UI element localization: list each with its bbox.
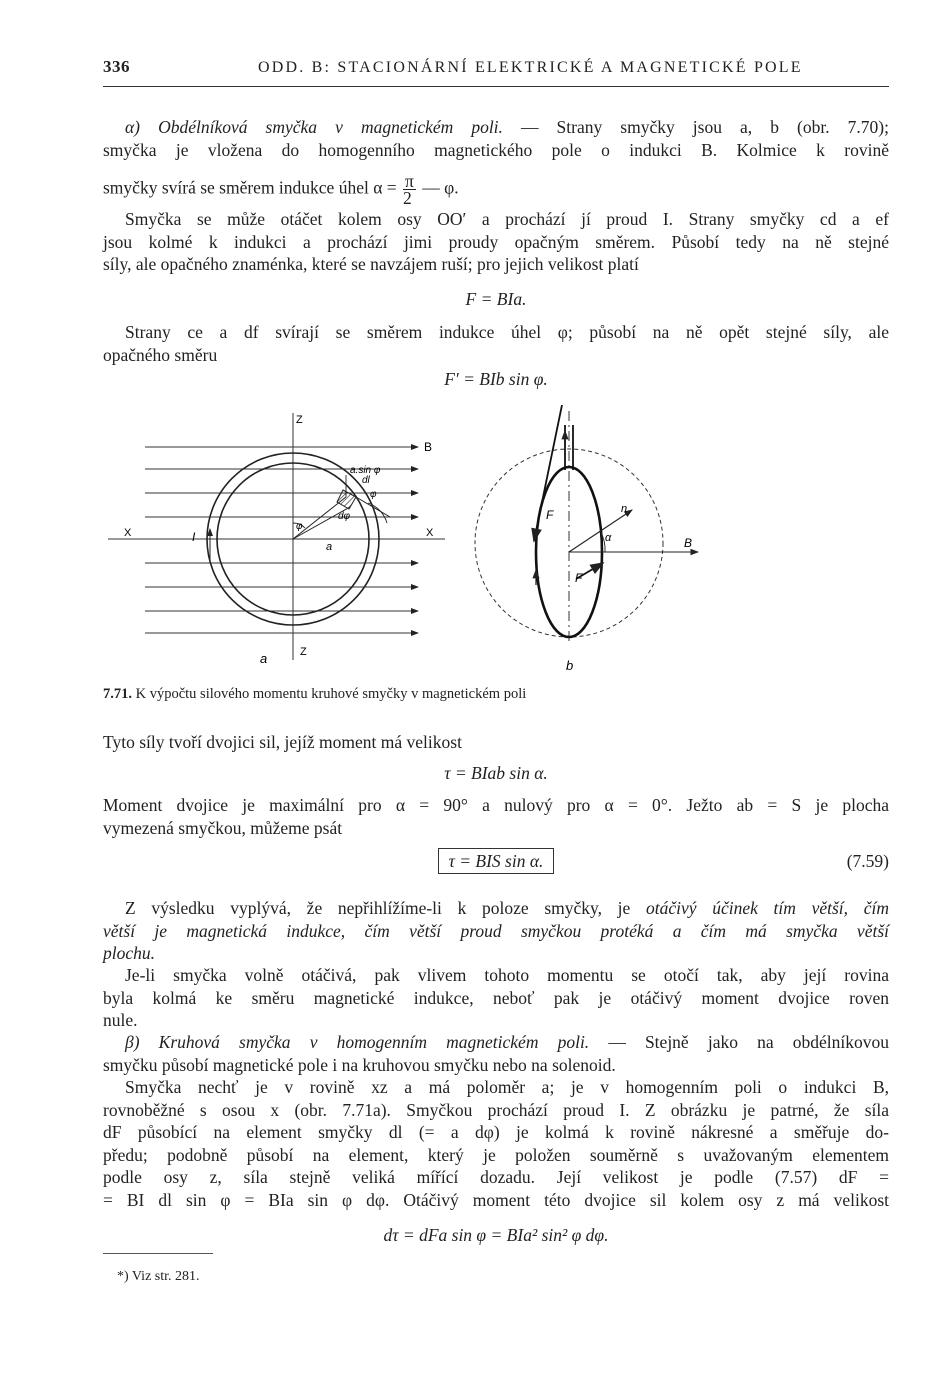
paragraph-sides	[103, 321, 889, 366]
label-z-top: Z	[296, 414, 303, 426]
paragraph-rotation	[103, 208, 889, 276]
footnote-rule	[103, 1253, 213, 1254]
figure-caption-text: K výpočtu silového momentu kruhové smyčky v magnetickém poli	[132, 686, 527, 702]
paragraph-rotation-line-3: síly, ale opačného znaménka, které se navzájem ruší; pro jejich velikost platí	[103, 254, 639, 274]
paragraph-alpha	[103, 116, 889, 206]
paragraph-rotation-line-1: Smyčka se může otáčet kolem osy OO′ a prochází jí proud I. Strany smyčky cd a ef	[125, 209, 889, 229]
paragraph-result-line-1: Z výsledku vyplývá, že nepřihlížíme-li k poloze smyčky, je otáčivý účinek tím větší, čím	[125, 898, 889, 918]
paragraph-circle	[103, 1076, 889, 1211]
paragraph-free-line-3: nule.	[103, 1010, 138, 1030]
label-z-bottom: Z	[300, 646, 307, 658]
paragraph-circle-line-1: Smyčka nechť je v rovině xz a má poloměr a; je v homogenním poli o indukci B,	[125, 1077, 889, 1097]
paragraph-couple-line-1: Tyto síly tvoří dvojici sil, jejíž moment má velikost	[103, 732, 462, 752]
paragraph-moment-line-1: Moment dvojice je maximální pro α = 90° a nulový pro α = 0°. Ježto ab = S je plocha	[103, 795, 889, 815]
paragraph-sides-line-2: opačného směru	[103, 344, 218, 365]
page-number: 336	[103, 57, 130, 76]
paragraph-circle-line-3: dF působící na element smyčky dl (= a dφ) je kolmá k rovině nákresné a směřuje do-	[103, 1122, 889, 1142]
paragraph-sides-line-1: Strany ce a df svírají se směrem indukce úhel φ; působí na ně opět stejné síly, ale	[125, 322, 889, 342]
sublabel-a: a	[260, 651, 268, 666]
label-alpha: α	[605, 532, 612, 544]
equation-tau-ab: τ = BIab sin α.	[444, 763, 548, 783]
figure-caption-number: 7.71.	[103, 686, 132, 702]
paragraph-beta	[103, 1031, 889, 1076]
paragraph-circle-line-2: rovnoběžné s osou x (obr. 7.71a). Smyčkou prochází proud I. Z obrázku je patrné, že síla	[103, 1099, 889, 1120]
paragraph-free-rotation	[103, 964, 889, 1032]
label-x-right: X	[426, 527, 434, 539]
sublabel-b: b	[566, 658, 574, 673]
paragraph-free-line-1: Je-li smyčka volně otáčivá, pak vlivem tohoto momentu se otočí tak, aby její rovina	[125, 965, 889, 985]
paragraph-couple	[103, 731, 889, 754]
equation-7-59	[103, 848, 889, 874]
label-F-bottom: F	[575, 571, 583, 585]
paragraph-beta-line-1: β) Kruhová smyčka v homogenním magnetickém poli. — Stejně jako na obdélníkovou	[125, 1032, 889, 1052]
paragraph-circle-line-5: podle osy z, síla stejně veliká mířící dozadu. Její velikost je podle (7.57) dF =	[103, 1167, 889, 1187]
footnote: *) Viz str. 281.	[117, 1269, 200, 1284]
label-a-sin-phi: a.sin φ	[350, 465, 381, 476]
paragraph-circle-line-6: = BI dl sin φ = BIa sin φ dφ. Otáčivý moment této dvojice sil kolem osy z má velikost	[103, 1189, 889, 1210]
label-F-top: F	[546, 508, 554, 522]
label-I: I	[192, 530, 196, 544]
label-phi-center: φ	[296, 521, 303, 532]
equation-F: F = BIa.	[465, 289, 527, 309]
paragraph-alpha-line-3: smyčky svírá se směrem indukce úhel α = $\frac{\pi}{2}$ — φ.	[103, 171, 459, 208]
label-B-right: B	[684, 536, 693, 550]
equation-dtau: dτ = dFa sin φ = BIa² sin² φ dφ.	[383, 1225, 609, 1245]
label-dl: dl	[362, 475, 370, 486]
paragraph-circle-line-4: předu; podobně působí na element, který je položen souměrně s uvažovaným elementem	[103, 1144, 889, 1165]
paragraph-alpha-line-2: smyčka je vložena do homogenního magnetického pole o indukci B. Kolmice k rovině	[103, 139, 889, 160]
figure-7-71	[100, 405, 720, 677]
equation-F-prime: F′ = BIb sin φ.	[444, 369, 548, 389]
paragraph-rotation-line-2: jsou kolmé k indukci a prochází jimi proudy opačným směrem. Působí tedy na ně stejné	[103, 231, 889, 252]
paragraph-beta-line-2: smyčku působí magnetické pole i na kruhovou smyčku nebo na solenoid.	[103, 1054, 616, 1075]
running-title: ODD. B: STACIONÁRNÍ ELEKTRICKÉ A MAGNETICKÉ POLE	[258, 59, 803, 76]
paragraph-moment	[103, 794, 889, 839]
equation-number-7-59: (7.59)	[846, 851, 889, 871]
label-x-left: X	[124, 527, 132, 539]
figure-caption	[103, 683, 526, 706]
equation-7-59-box: τ = BIS sin α.	[438, 848, 555, 874]
paragraph-moment-line-2: vymezená smyčkou, můžeme psát	[103, 817, 343, 838]
label-B-left: B	[424, 440, 433, 454]
paragraph-alpha-line-1: α) Obdélníková smyčka v magnetickém poli. — Strany smyčky jsou a, b (obr. 7.70);	[125, 117, 889, 137]
section-alpha-heading: α) Obdélníková smyčka v magnetickém poli.	[125, 117, 503, 137]
label-dphi: dφ	[338, 511, 351, 522]
paragraph-result-line-3: plochu.	[103, 943, 156, 963]
paragraph-result-line-2: větší je magnetická indukce, čím větší proud smyčkou protéká a čím má smyčka větší	[103, 920, 889, 941]
label-n: n	[621, 503, 628, 515]
paragraph-result	[103, 897, 889, 965]
label-radius-a: a	[326, 541, 333, 553]
label-phi-small: φ	[370, 489, 377, 500]
fraction-pi-over-2: $\frac{\pi}{2}$	[403, 171, 414, 208]
paragraph-free-line-2: byla kolmá ke směru magnetické indukce, neboť pak je otáčivý moment dvojice roven	[103, 987, 889, 1008]
header-rule	[103, 86, 889, 87]
section-beta-heading: β) Kruhová smyčka v homogenním magnetickém poli.	[125, 1032, 590, 1052]
